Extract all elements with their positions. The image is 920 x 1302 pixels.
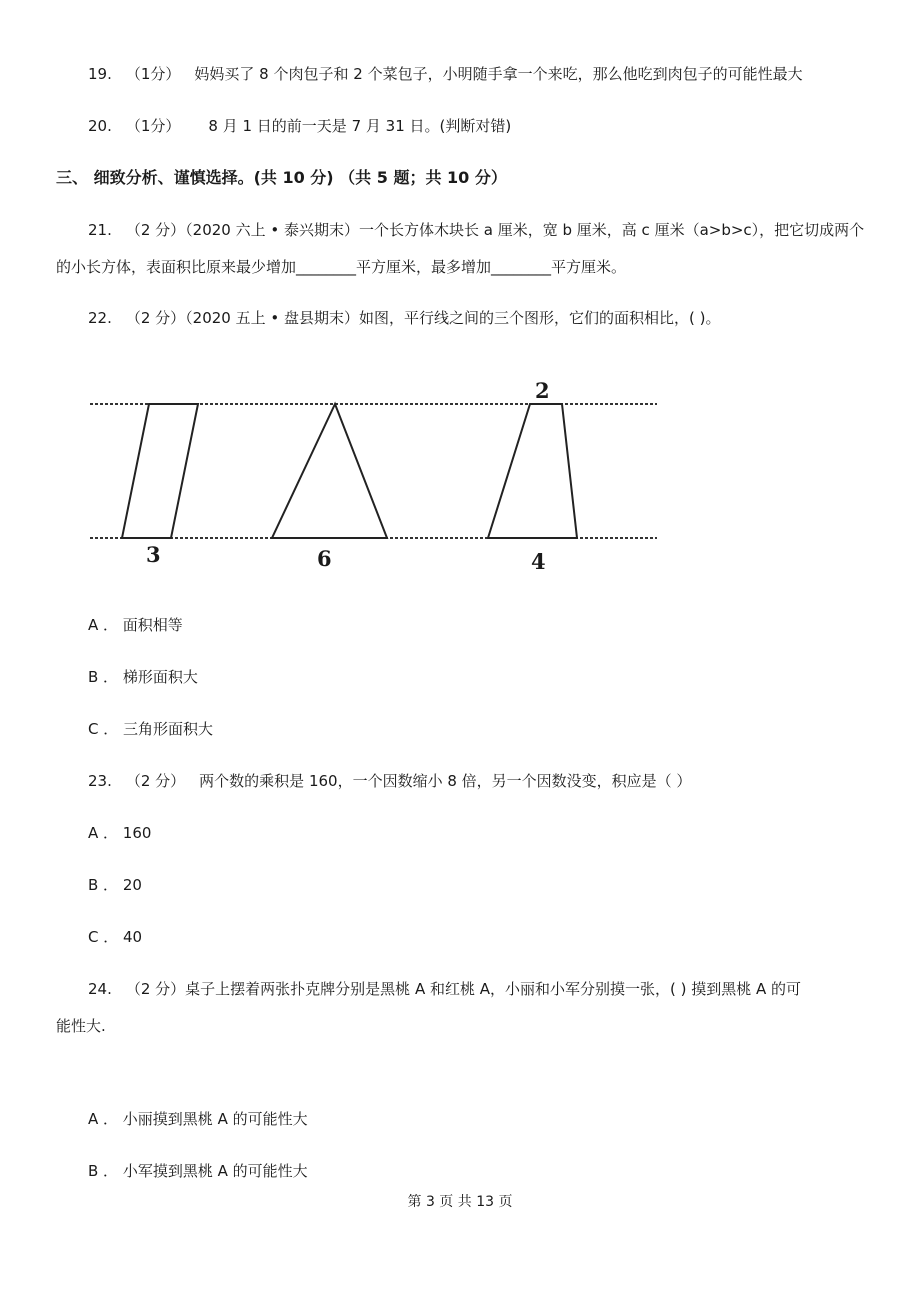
question-number: 23.	[88, 772, 112, 790]
trapezoid-top-label: 2	[535, 378, 550, 403]
question-24-continuation: 能性大.	[56, 1017, 106, 1035]
section-heading: 三、 细致分析、谨慎选择。(共 10 分) （共 5 题；共 10 分）	[56, 168, 507, 187]
question-score: （1分）	[125, 65, 181, 83]
question-20	[88, 116, 511, 136]
question-score: （1分）	[125, 117, 181, 135]
option-a: A ． 小丽摸到黑桃 A 的可能性大	[88, 1110, 308, 1128]
question-number: 19.	[88, 65, 112, 83]
question-number: 20.	[88, 117, 112, 135]
trapezoid-shape	[488, 404, 577, 538]
triangle-shape	[272, 404, 387, 538]
question-text: 桌子上摆着两张扑克牌分别是黑桃 A 和红桃 A，小丽和小军分别摸一张，( ) 摸到黑桃 A 的可	[185, 980, 802, 998]
question-number: 22.	[88, 309, 112, 327]
question-score: （2 分）	[125, 221, 186, 239]
parallelogram-shape	[122, 404, 198, 538]
question-text: 8 月 1 日的前一天是 7 月 31 日。(判断对错)	[208, 117, 512, 135]
question-text: （2020 五上 • 盘县期末）如图，平行线之间的三个图形，它们的面积相比，( )。	[185, 309, 721, 327]
question-21	[88, 220, 864, 240]
question-number: 24.	[88, 980, 112, 998]
question-23	[88, 771, 691, 791]
question-text: 妈妈买了 8 个肉包子和 2 个菜包子，小明随手拿一个来吃，那么他吃到肉包子的可能性最大	[194, 65, 803, 83]
triangle-base-label: 6	[317, 546, 332, 571]
question-text: （2020 六上 • 泰兴期末）一个长方体木块长 a 厘米，宽 b 厘米，高 c 厘米（a>b>c），把它切成两个	[185, 221, 865, 239]
option-c: C ． 40	[88, 928, 143, 946]
option-a: A ． 160	[88, 824, 152, 842]
option-b: B ． 梯形面积大	[88, 668, 198, 686]
question-22	[88, 308, 720, 328]
question-number: 21.	[88, 221, 112, 239]
trapezoid-base-label: 4	[531, 549, 546, 574]
question-24	[88, 979, 801, 999]
parallelogram-base-label: 3	[146, 542, 161, 567]
option-c: C ． 三角形面积大	[88, 720, 214, 738]
question-text: 两个数的乘积是 160，一个因数缩小 8 倍，另一个因数没变，积应是（ ）	[199, 772, 692, 790]
question-21-continuation: 的小长方体，表面积比原来最少增加________平方厘米，最多增加________平方厘米。	[56, 258, 627, 276]
question-score: （2 分）	[125, 980, 186, 998]
question-score: （2 分）	[125, 309, 186, 327]
option-a: A ． 面积相等	[88, 616, 183, 634]
question-19	[88, 64, 803, 84]
page-footer: 第 3 页 共 13 页	[407, 1194, 513, 1210]
option-b: B ． 20	[88, 876, 142, 894]
parallel-lines-figure	[85, 372, 665, 577]
option-b: B ． 小军摸到黑桃 A 的可能性大	[88, 1162, 308, 1180]
question-score: （2 分）	[125, 772, 186, 790]
